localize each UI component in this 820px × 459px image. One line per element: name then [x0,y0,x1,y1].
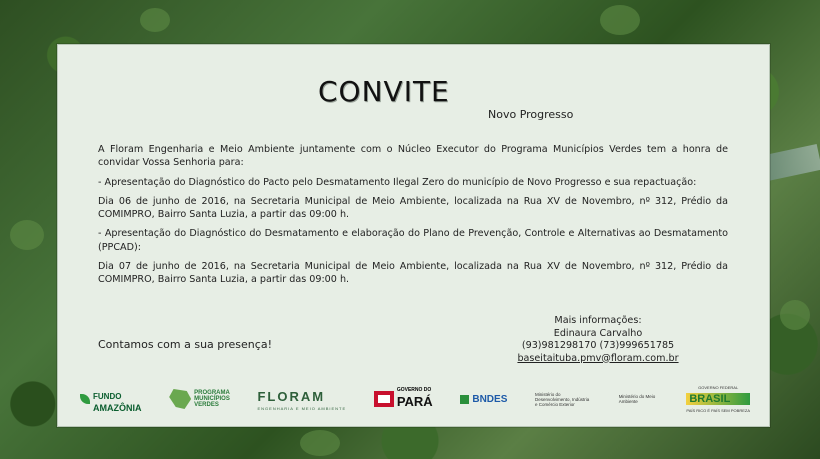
governo-federal-logo [686,385,750,413]
item1-title: - Apresentação do Diagnóstico do Pacto pelo Desmatamento Ilegal Zero do município de Novo Progresso e sua repactuação: [98,176,697,188]
ministerio-meio-ambiente-logo [619,394,659,404]
logo-text: Ministério do Meio Ambiente [618,394,656,404]
bndes-logo [460,394,507,405]
invitation-title: CONVITE [318,75,450,108]
forest-canopy [780,300,810,330]
logo-text: BRASIL [686,393,750,405]
leaf-icon [80,394,90,404]
forest-canopy [10,220,44,250]
logo-text: FLORAM [257,388,326,404]
contact-name: Edinaura Carvalho [553,327,643,339]
map-icon [169,389,191,409]
contact-email-link[interactable]: baseitaituba.pmv@floram.com.br [517,352,679,364]
item2-title: - Apresentação do Diagnóstico do Desmatamento e elaboração do Plano de Prevenção, Controle e Alternativas ao Desmatamento (PPCAD): [98,228,728,253]
logo-text: PARÁ [396,394,433,409]
para-flag-icon [374,391,394,407]
bndes-mark-icon [460,395,469,404]
logo-text: PAÍS RICO É PAÍS SEM POBREZA [686,408,750,413]
item1-detail: Dia 06 de junho de 2016, na Secretaria Municipal de Meio Ambiente, localizada na Rua XV de Novembro, nº 312, Prédio da COMIMPRO, Bairro Santa Luzia, a partir das 09:00 h. [98,195,728,221]
fundo-amazonia-logo [80,386,142,412]
floram-logo [257,388,346,411]
intro-paragraph: A Floram Engenharia e Meio Ambiente juntamente com o Núcleo Executor do Programa Municípios Verdes tem a honra de convidar Vossa Senhoria para: [98,144,728,169]
contact-heading: Mais informações: [554,315,642,326]
ministerio-desenvolvimento-logo [535,392,591,407]
closing-text: Contamos com a sua presença! [98,338,272,351]
logo-text: MUNICÍPIOS [194,396,230,402]
logo-text: GOVERNO FEDERAL [698,385,739,390]
logo-text: Ministério do Desenvolvimento, Indústria e Comércio Exterior [535,391,590,407]
logo-text: ENGENHARIA E MEIO AMBIENTE [257,405,347,411]
contact-block [478,315,718,365]
invitation-body [98,143,728,293]
governo-para-logo [374,387,433,411]
logo-text: FUNDO [93,392,122,401]
logo-text: VERDES [194,402,219,408]
logo-text: BNDES [472,393,508,405]
forest-canopy [140,8,170,32]
logo-text: GOVERNO DO [396,387,432,393]
forest-canopy [600,5,640,35]
invitation-location: Novo Progresso [488,108,574,121]
logo-text: PROGRAMA [194,390,230,396]
forest-canopy [300,430,340,456]
logo-text: AMAZÔNIA [93,403,142,413]
invitation-card [57,44,770,427]
contact-phones: (93)981298170 (73)999651785 [521,340,675,351]
municipios-verdes-logo [169,389,230,409]
item2-detail: Dia 07 de junho de 2016, na Secretaria Municipal de Meio Ambiente, localizada na Rua XV de Novembro, nº 312, Prédio da COMIMPRO, Bairro Santa Luzia, a partir das 09:00 h. [98,261,728,286]
sponsor-logos [80,385,750,413]
